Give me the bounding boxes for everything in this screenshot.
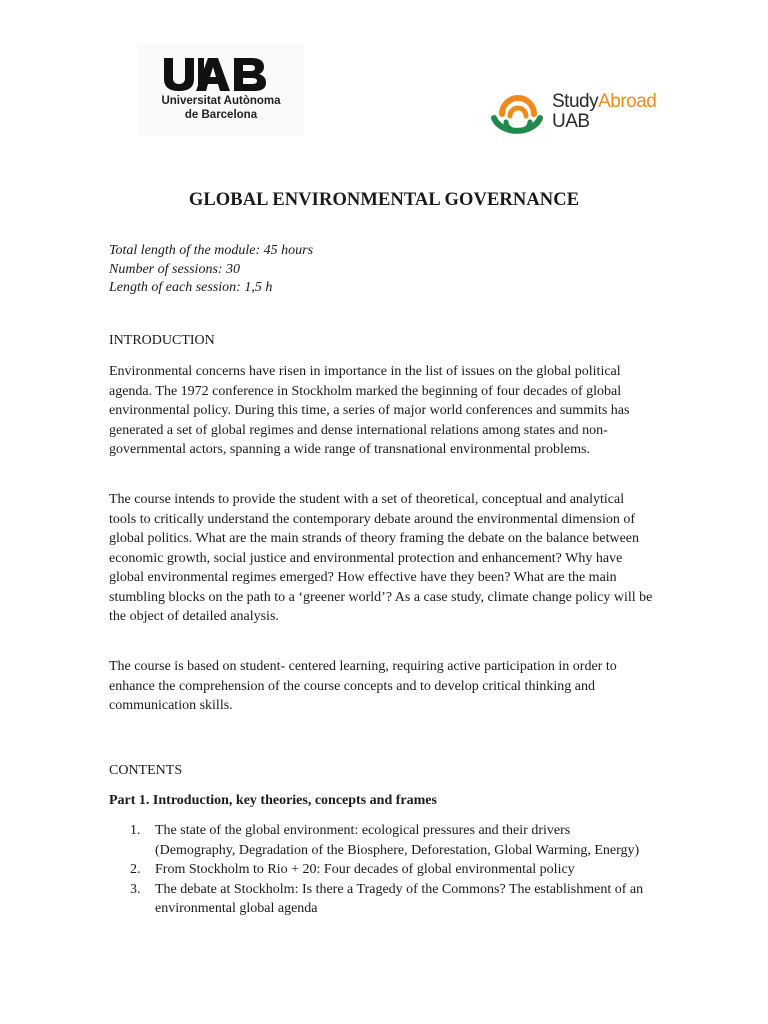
study-abroad-swirl-icon [488,92,548,134]
uab-name-line2: de Barcelona [184,109,258,121]
list-item-text: From Stockholm to Rio + 20: Four decades of global environmental policy [155,862,575,877]
sa-uab-text: UAB [552,111,590,132]
contents-heading: CONTENTS [109,763,183,778]
uab-logo [138,44,304,136]
contents-list [109,821,654,919]
module-total-length: Total length of the module: 45 hours [109,243,314,258]
module-info [109,242,669,298]
study-abroad-wordmark [552,92,656,132]
list-item-number: 2. [130,862,141,877]
uab-logo-mark [162,56,274,92]
intro-paragraph-2: The course intends to provide the student with a set of theoretical, conceptual and analytical tools to critically understand the contemporary debate around the environmental dimension of global politics. What are the main strands of theory framing the debate on the balance between economic growth, social justice and environmental protection and enhancement? Why have global environmental regimes emerged? How effective have they been? What are the main stumbling blocks on the path to a ‘greener world’? As a case study, climate change policy will be the object of detailed analysis. [109,492,653,624]
list-item-number: 3. [130,881,141,897]
module-sessions: Number of sessions: 30 [109,261,241,277]
module-session-length: Length of each session: 1,5 h [109,280,273,296]
list-item [109,821,654,860]
list-item [109,860,654,880]
introduction-heading: INTRODUCTION [109,333,215,348]
intro-paragraph-3: The course is based on student- centered learning, requiring active participation in order to enhance the comprehension of the course concepts and to develop critical thinking and communication skills. [109,659,617,713]
study-abroad-logo [488,90,668,136]
document-title: GLOBAL ENVIRONMENTAL GOVERNANCE [188,190,580,210]
list-item-number: 1. [130,823,141,838]
uab-name-line1: Universitat Autònoma [161,95,281,107]
uab-logo-name [138,94,304,122]
intro-paragraph-1: Environmental concerns have risen in importance in the list of issues on the global political agenda. The 1972 conference in Stockholm marked the beginning of four decades of global environmental policy. During this time, a series of major world conferences and summits has generated a set of global regimes and dense international relations among states and non-governmental actors, spanning a wide range of transnational environmental problems. [109,364,630,457]
sa-study-text: Study [552,91,599,112]
list-item-text: The state of the global environment: ecological pressures and their drivers (Demography, Degradation of the Biosphere, Deforestation, Global Warming, Energy) [155,823,640,858]
sa-abroad-text: Abroad [598,91,657,112]
part1-heading: Part 1. Introduction, key theories, concepts and frames [109,793,437,808]
list-item-text: The debate at Stockholm: Is there a Tragedy of the Commons? The establishment of an environmental global agenda [155,881,644,916]
list-item [109,880,654,919]
